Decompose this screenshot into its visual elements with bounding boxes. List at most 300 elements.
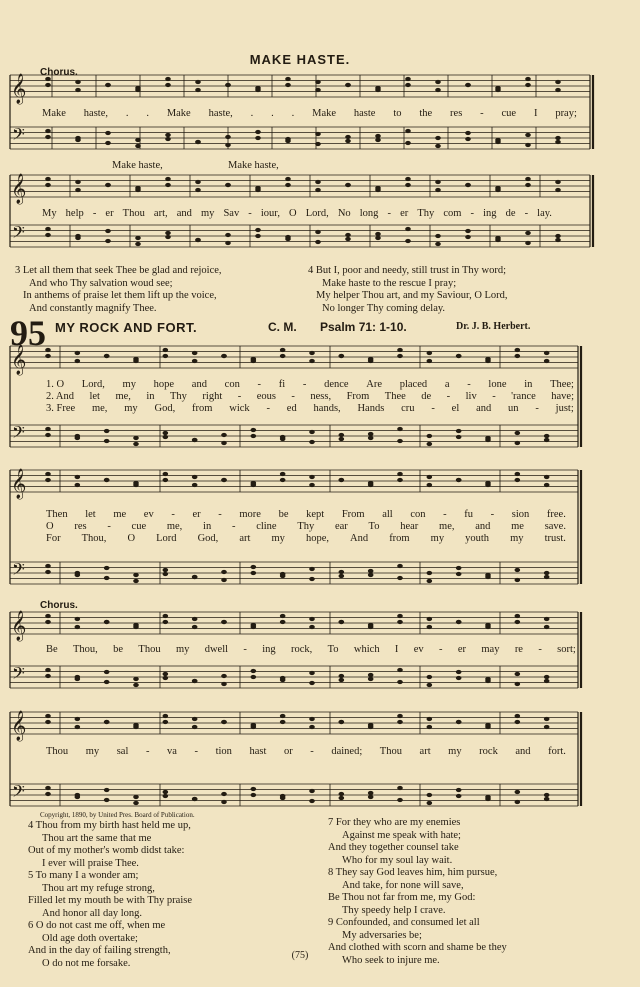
note-head: [339, 678, 345, 682]
lyric-syllable: ing: [483, 208, 497, 219]
note-head: [456, 566, 462, 570]
note-head: [75, 573, 81, 577]
lyric-syllable: Are: [366, 379, 383, 390]
note-head: [515, 568, 521, 572]
lyric-syllable: the: [419, 108, 433, 119]
note-head: [135, 236, 141, 240]
note-head: [485, 483, 491, 487]
note-head: [544, 725, 550, 729]
note-head: [339, 674, 345, 678]
note-head: [192, 438, 198, 442]
lyric-syllable: Thy: [297, 521, 315, 532]
note-head: [45, 620, 51, 624]
lyric-syllable: er: [400, 208, 409, 219]
note-head: [456, 572, 462, 576]
note-head: [280, 478, 286, 482]
note-head: [368, 795, 374, 799]
lyric-syllable: -: [470, 208, 474, 219]
note-head: [45, 427, 51, 431]
note-head: [405, 227, 411, 231]
note-head: [544, 617, 550, 621]
lyric-syllable: For: [46, 533, 61, 544]
note-head: [435, 144, 441, 148]
note-head: [368, 791, 374, 795]
note-head: [427, 725, 433, 729]
note-head: [105, 83, 111, 87]
note-head: [45, 792, 51, 796]
note-head: [495, 140, 501, 144]
lyric-syllable: Make: [42, 108, 66, 119]
lyric-syllable: sal: [116, 746, 129, 757]
note-head: [285, 237, 291, 241]
note-head: [133, 579, 139, 583]
note-head: [555, 140, 561, 144]
lyric-syllable: be: [113, 644, 124, 655]
verse-line: 6 O do not cast me off, when me: [28, 920, 166, 931]
lyric-syllable: Thee;: [550, 379, 574, 390]
note-head: [221, 800, 227, 804]
note-head: [45, 433, 51, 437]
note-head: [515, 720, 521, 724]
note-head: [163, 620, 169, 624]
lyric-syllable: -: [194, 746, 198, 757]
note-head: [45, 564, 51, 568]
note-head: [427, 475, 433, 479]
note-head: [251, 675, 257, 679]
note-head: [104, 429, 110, 433]
note-head: [192, 717, 198, 721]
note-head: [397, 614, 403, 618]
lyric-syllable: my: [510, 533, 524, 544]
lyric-syllable: Thou: [138, 644, 161, 655]
note-head: [45, 478, 51, 482]
note-head: [75, 80, 81, 84]
note-head: [75, 359, 81, 363]
note-head: [397, 786, 403, 790]
lyric-syllable: er: [192, 509, 201, 520]
note-head: [165, 83, 171, 87]
note-head: [133, 625, 139, 629]
lyric-syllable: I: [533, 108, 538, 119]
verse-line: Who seek to injure me.: [342, 954, 440, 966]
note-head: [309, 567, 315, 571]
note-head: [485, 679, 491, 683]
lyric-syllable: me,: [91, 403, 108, 414]
note-head: [544, 625, 550, 629]
bass-words: Make haste,: [112, 160, 163, 171]
lyric-syllable: and: [515, 746, 531, 757]
lyric-syllable: el: [451, 403, 460, 414]
lyric-syllable: -: [291, 391, 295, 402]
lyric-syllable: Thee: [384, 391, 406, 402]
note-head: [515, 682, 521, 686]
lyric-syllable: de: [505, 208, 516, 219]
lyric-syllable: art: [239, 533, 251, 544]
lyric-syllable: .: [125, 108, 129, 119]
lyric-syllable: free.: [546, 509, 566, 520]
note-head: [515, 620, 521, 624]
note-head: [105, 141, 111, 145]
verse-line: And take, for none will save,: [342, 879, 464, 891]
note-head: [221, 433, 227, 437]
note-head: [525, 133, 531, 137]
bass-clef-icon: 𝄢: [12, 559, 25, 583]
note-head: [315, 230, 321, 234]
treble-clef-icon: 𝄞: [11, 711, 27, 741]
verse-line: And who Thy salvation woud see;: [29, 277, 173, 289]
note-head: [345, 135, 351, 139]
note-head: [309, 351, 315, 355]
lyric-syllable: have;: [551, 391, 574, 402]
verse-line: Against me speak with hate;: [342, 829, 461, 841]
lyric-syllable: my: [124, 403, 138, 414]
note-head: [309, 577, 315, 581]
lyric-syllable: cline: [256, 521, 277, 532]
lyric-syllable: hear: [400, 521, 419, 532]
note-head: [339, 720, 345, 724]
lyric-syllable: er: [457, 644, 467, 655]
lyric-syllable: Lord: [156, 533, 177, 544]
note-head: [285, 139, 291, 143]
note-head: [544, 434, 550, 438]
note-head: [75, 677, 81, 681]
note-head: [255, 188, 261, 192]
note-head: [45, 786, 51, 790]
lyric-syllable: hast: [249, 746, 267, 757]
note-head: [525, 77, 531, 81]
lyric-syllable: -: [490, 509, 495, 520]
note-head: [280, 614, 286, 618]
note-head: [435, 242, 441, 246]
lyric-syllable: fu: [464, 509, 474, 520]
verse: [328, 817, 507, 867]
note-head: [345, 233, 351, 237]
lyrics-line: [46, 533, 566, 544]
note-head: [544, 475, 550, 479]
verse-line: And in the day of failing strength,: [28, 945, 171, 956]
note-head: [45, 674, 51, 678]
note-head: [104, 680, 110, 684]
chorus-label: Chorus.: [40, 600, 78, 611]
note-head: [368, 673, 374, 677]
note-head: [163, 478, 169, 482]
note-head: [133, 725, 139, 729]
lyric-syllable: liv: [465, 391, 477, 402]
lyric-syllable: .: [271, 108, 274, 119]
lyric-syllable: -: [446, 391, 451, 402]
note-head: [105, 239, 111, 243]
lyric-syllable: My: [42, 208, 57, 219]
lyric-syllable: 1. O: [46, 379, 65, 390]
note-head: [397, 798, 403, 802]
note-head: [75, 351, 81, 355]
note-head: [192, 359, 198, 363]
note-head: [285, 183, 291, 187]
verse-line: 9 Confounded, and consumed let all: [328, 917, 480, 928]
note-head: [221, 354, 227, 358]
note-head: [544, 717, 550, 721]
note-head: [192, 725, 198, 729]
lyric-syllable: To: [327, 644, 339, 655]
lyric-syllable: be: [278, 509, 289, 520]
note-head: [345, 183, 351, 187]
lyric-syllable: a: [444, 379, 450, 390]
lyric-syllable: God,: [197, 533, 219, 544]
note-head: [555, 136, 561, 140]
note-head: [285, 77, 291, 81]
verse-line: I ever will praise Thee.: [42, 857, 139, 869]
note-head: [427, 617, 433, 621]
lyric-syllable: Then: [46, 509, 68, 520]
lyric-syllable: con: [224, 379, 240, 390]
note-head: [221, 441, 227, 445]
lyric-syllable: Thy: [170, 391, 187, 402]
treble-clef-icon: 𝄞: [11, 174, 27, 204]
note-head: [525, 183, 531, 187]
note-head: [135, 188, 141, 192]
note-head: [163, 672, 169, 676]
lyric-syllable: right: [202, 391, 223, 402]
note-head: [315, 132, 321, 136]
note-head: [515, 354, 521, 358]
lyric-syllable: -: [243, 644, 247, 655]
note-head: [495, 88, 501, 92]
note-head: [221, 682, 227, 686]
note-head: [456, 720, 462, 724]
lyric-syllable: fi: [278, 379, 286, 390]
note-head: [525, 231, 531, 235]
lyric-syllable: Thou,: [81, 533, 107, 544]
lyrics-line: [46, 509, 566, 520]
lyric-syllable: O: [127, 533, 136, 544]
note-head: [280, 720, 286, 724]
lyric-syllable: save.: [544, 521, 566, 532]
lyric-syllable: haste,: [83, 108, 108, 119]
note-head: [309, 440, 315, 444]
note-head: [435, 88, 441, 92]
note-head: [515, 714, 521, 718]
note-head: [165, 77, 171, 81]
note-head: [427, 683, 433, 687]
treble-clef-icon: 𝄞: [11, 611, 27, 641]
note-head: [515, 472, 521, 476]
lyric-syllable: O: [46, 521, 54, 532]
note-head: [339, 792, 345, 796]
note-head: [368, 573, 374, 577]
lyric-syllable: Lord,: [305, 208, 329, 219]
note-head: [465, 229, 471, 233]
note-head: [104, 798, 110, 802]
verse-line: And they together counsel take: [328, 842, 459, 853]
note-head: [45, 354, 51, 358]
note-head: [465, 183, 471, 187]
note-head: [75, 475, 81, 479]
note-head: [280, 714, 286, 718]
note-head: [163, 790, 169, 794]
note-head: [221, 674, 227, 678]
lyric-syllable: youth: [465, 533, 490, 544]
note-head: [427, 793, 433, 797]
lyric-syllable: -: [524, 208, 529, 219]
lyric-syllable: dwell: [204, 644, 229, 655]
lyric-syllable: Thy: [417, 208, 435, 219]
note-head: [163, 435, 169, 439]
note-head: [544, 359, 550, 363]
note-head: [309, 430, 315, 434]
note-head: [427, 434, 433, 438]
note-head: [225, 183, 231, 187]
note-head: [427, 359, 433, 363]
lyric-syllable: and: [176, 208, 192, 219]
note-head: [133, 442, 139, 446]
note-head: [133, 677, 139, 681]
note-head: [165, 177, 171, 181]
note-head: [104, 478, 110, 482]
note-head: [45, 472, 51, 476]
note-head: [315, 180, 321, 184]
note-head: [339, 570, 345, 574]
verse-line: My adversaries be;: [342, 929, 422, 941]
lyric-syllable: fort.: [548, 746, 566, 757]
verse-line: And honor all day long.: [42, 907, 143, 919]
note-head: [544, 793, 550, 797]
note-head: [251, 434, 257, 438]
lyrics-line: [46, 644, 576, 655]
lyric-syllable: my: [448, 746, 462, 757]
note-head: [345, 83, 351, 87]
note-head: [544, 438, 550, 442]
lyric-syllable: -: [538, 644, 542, 655]
note-head: [75, 180, 81, 184]
lyric-syllable: God,: [154, 403, 176, 414]
lyric-syllable: -: [467, 379, 471, 390]
lyric-syllable: which: [353, 644, 380, 655]
note-head: [456, 676, 462, 680]
lyrics-line: [46, 746, 566, 757]
note-head: [485, 359, 491, 363]
lyric-syllable: iour,: [260, 208, 280, 219]
note-head: [397, 427, 403, 431]
lyric-syllable: rock: [479, 746, 498, 757]
note-head: [309, 725, 315, 729]
lyric-syllable: Thou: [46, 746, 69, 757]
note-head: [345, 139, 351, 143]
note-head: [133, 483, 139, 487]
note-head: [163, 472, 169, 476]
note-head: [255, 130, 261, 134]
note-head: [309, 789, 315, 793]
note-head: [515, 800, 521, 804]
note-head: [45, 129, 51, 133]
note-head: [397, 472, 403, 476]
lyric-syllable: And: [350, 533, 369, 544]
lyric-syllable: lone: [488, 379, 507, 390]
note-head: [515, 672, 521, 676]
verse-line: In anthems of praise let them lift up the voice,: [23, 290, 217, 301]
lyric-syllable: sort;: [557, 644, 576, 655]
lyric-syllable: re: [514, 644, 523, 655]
bass-clef-icon: 𝄢: [12, 222, 25, 246]
note-head: [195, 140, 201, 144]
note-head: [525, 83, 531, 87]
lyric-syllable: No: [337, 208, 351, 219]
lyric-syllable: in: [524, 379, 533, 390]
note-head: [251, 725, 257, 729]
note-head: [544, 675, 550, 679]
verses-right: [328, 817, 507, 967]
verse-line: Thy speedy help I crave.: [342, 904, 446, 916]
bass-clef-icon: 𝄢: [12, 124, 25, 148]
note-head: [163, 714, 169, 718]
lyric-syllable: hands,: [313, 403, 341, 414]
note-head: [104, 576, 110, 580]
note-head: [339, 437, 345, 441]
note-head: [397, 354, 403, 358]
note-head: [75, 625, 81, 629]
note-head: [485, 725, 491, 729]
note-head: [368, 677, 374, 681]
note-head: [75, 725, 81, 729]
note-head: [251, 787, 257, 791]
note-head: [544, 679, 550, 683]
lyric-syllable: kept: [306, 509, 325, 520]
note-head: [104, 439, 110, 443]
verse-line: Be Thou not far from me, my God:: [328, 892, 476, 903]
note-head: [555, 234, 561, 238]
note-head: [251, 565, 257, 569]
note-head: [405, 141, 411, 145]
bass-words: Make haste,: [228, 160, 279, 171]
note-head: [45, 227, 51, 231]
note-head: [135, 242, 141, 246]
lyric-syllable: From: [346, 391, 370, 402]
note-head: [192, 797, 198, 801]
lyric-syllable: -: [443, 509, 447, 520]
hymn-title: MY ROCK AND FORT.: [55, 320, 198, 335]
note-head: [405, 77, 411, 81]
note-head: [427, 571, 433, 575]
note-head: [525, 143, 531, 147]
verse-4: [308, 265, 508, 315]
note-head: [339, 478, 345, 482]
lyric-syllable: ev: [143, 509, 154, 520]
note-head: [465, 235, 471, 239]
lyric-syllable: O: [289, 208, 297, 219]
lyric-syllable: -: [387, 208, 392, 219]
lyric-syllable: my: [122, 379, 136, 390]
note-head: [133, 795, 139, 799]
note-head: [221, 570, 227, 574]
scripture-reference: Psalm 71: 1-10.: [320, 320, 407, 334]
bass-clef-icon: 𝄢: [12, 422, 25, 446]
note-head: [515, 614, 521, 618]
note-head: [465, 131, 471, 135]
lyrics-line: [46, 521, 566, 532]
note-head: [309, 483, 315, 487]
note-head: [465, 83, 471, 87]
lyric-syllable: me,: [439, 521, 455, 532]
note-head: [345, 237, 351, 241]
verse-line: No longer Thy coming delay.: [322, 302, 446, 314]
lyric-syllable: .: [146, 108, 149, 119]
lyrics-line: [46, 403, 574, 414]
verse-line: Old age doth overtake;: [42, 932, 138, 944]
note-head: [255, 88, 261, 92]
note-head: [435, 188, 441, 192]
note-head: [251, 428, 257, 432]
note-head: [515, 441, 521, 445]
page-number: (75): [291, 950, 309, 961]
